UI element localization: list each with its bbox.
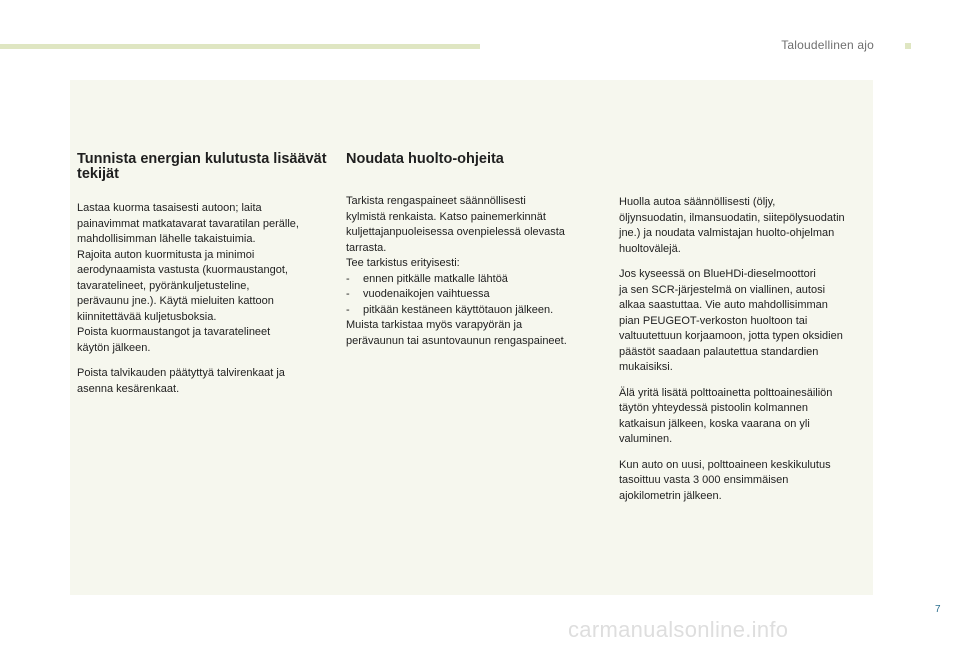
list-item-text: ennen pitkälle matkalle lähtöä xyxy=(363,272,508,285)
middle-column xyxy=(346,152,606,349)
right-paragraph-4 xyxy=(619,458,874,505)
text-line: Älä yritä lisätä polttoainetta polttoainesäiliön xyxy=(619,386,833,399)
list-marker: - xyxy=(346,288,350,300)
text-line: perävaunu jne.). Käytä mieluiten kattoon xyxy=(77,295,274,307)
page-number: 7 xyxy=(935,604,941,615)
text-line: Poista kuormaustangot ja tavaratelineet xyxy=(77,326,271,338)
text-line: Jos kyseessä on BlueHDi-dieselmoottori xyxy=(619,268,816,280)
text-line: ajokilometrin jälkeen. xyxy=(619,489,722,502)
text-line: öljynsuodatin, ilmansuodatin, siitepölysuodatin xyxy=(619,211,845,224)
text-line: tarrasta. xyxy=(346,241,387,254)
text-line: ja sen SCR-järjestelmä on viallinen, autosi xyxy=(619,283,826,296)
left-column xyxy=(77,152,332,397)
text-line: kuljettajanpuoleisessa ovenpielessä olevasta xyxy=(346,226,565,238)
right-paragraph-3 xyxy=(619,386,874,448)
text-line: pian PEUGEOT-verkoston huoltoon tai xyxy=(619,314,808,327)
paragraph-gap xyxy=(619,376,874,386)
text-line: käytön jälkeen. xyxy=(77,341,151,354)
list-marker: - xyxy=(346,303,350,316)
left-paragraph-2 xyxy=(77,366,332,397)
paragraph-gap xyxy=(619,257,874,267)
heading-energy-factors-text: Tunnista energian kulutusta lisäävät tekijät xyxy=(77,151,327,182)
text-line: mukaisiksi. xyxy=(619,361,673,373)
text-line: valtuutettuun korjaamoon, jotta typen oksidien xyxy=(619,330,843,342)
text-line: tasoittuu vasta 3 000 ensimmäisen xyxy=(619,474,789,486)
header-rule xyxy=(0,44,480,49)
right-paragraph-2 xyxy=(619,267,874,376)
right-paragraph-1 xyxy=(619,195,874,257)
text-line: päästöt saadaan palautettua standardien xyxy=(619,345,819,358)
text-line: Tarkista rengaspaineet säännöllisesti xyxy=(346,195,526,207)
heading-maintenance-text: Noudata huolto-ohjeita xyxy=(346,151,504,167)
text-line: Rajoita auton kuormitusta ja minimoi xyxy=(77,248,255,261)
text-line: kylmistä renkaista. Katso painemerkinnät xyxy=(346,210,546,223)
list-item xyxy=(346,272,606,288)
list-marker: - xyxy=(346,272,350,285)
text-line: mahdollisimman lähelle takaistuimia. xyxy=(77,233,256,245)
text-line: perävaunun tai asuntovaunun rengaspaineet. xyxy=(346,334,567,347)
text-line: Lastaa kuorma tasaisesti autoon; laita xyxy=(77,202,262,214)
text-line: täytön yhteydessä pistoolin kolmannen xyxy=(619,402,808,414)
heading-maintenance xyxy=(346,152,606,167)
text-line: kiinnitettävää kuljetusboksia. xyxy=(77,310,217,323)
heading-energy-factors xyxy=(77,152,332,182)
text-line: katkaisun jälkeen, koska vaarana on yli xyxy=(619,417,810,430)
list-item-text: pitkään kestäneen käyttötauon jälkeen. xyxy=(363,303,554,316)
tyre-pressure-intro xyxy=(346,194,606,272)
check-list xyxy=(346,272,606,319)
list-item-text: vuodenaikojen vaihtuessa xyxy=(363,288,490,300)
text-line: aerodynaamista vastusta (kuormaustangot, xyxy=(77,264,288,276)
text-line: Muista tarkistaa myös varapyörän ja xyxy=(346,319,523,331)
section-title: Taloudellinen ajo xyxy=(781,38,874,52)
text-line: jne.) ja noudata valmistajan huolto-ohjelman xyxy=(619,227,835,239)
paragraph-gap xyxy=(619,448,874,458)
section-marker xyxy=(905,43,911,49)
watermark: carmanualsonline.info xyxy=(568,617,789,642)
text-line: asenna kesärenkaat. xyxy=(77,382,180,395)
tyre-pressure-outro xyxy=(346,318,606,349)
text-line: Kun auto on uusi, polttoaineen keskikulutus xyxy=(619,458,831,471)
list-item xyxy=(346,287,606,303)
left-paragraph-1 xyxy=(77,201,332,356)
text-line: painavimmat matkatavarat tavaratilan perälle, xyxy=(77,217,299,230)
text-line: valuminen. xyxy=(619,433,673,445)
list-item xyxy=(346,303,606,319)
paragraph-gap xyxy=(77,356,332,366)
text-line: Tee tarkistus erityisesti: xyxy=(346,257,460,269)
text-line: tavaratelineet, pyöränkuljetusteline, xyxy=(77,279,250,292)
text-line: huoltovälejä. xyxy=(619,242,681,255)
right-column xyxy=(619,195,874,504)
text-line: alkaa saastuttaa. Vie auto mahdollisimman xyxy=(619,299,828,311)
text-line: Huolla autoa säännöllisesti (öljy, xyxy=(619,196,776,208)
text-line: Poista talvikauden päätyttyä talvirenkaat ja xyxy=(77,367,285,379)
